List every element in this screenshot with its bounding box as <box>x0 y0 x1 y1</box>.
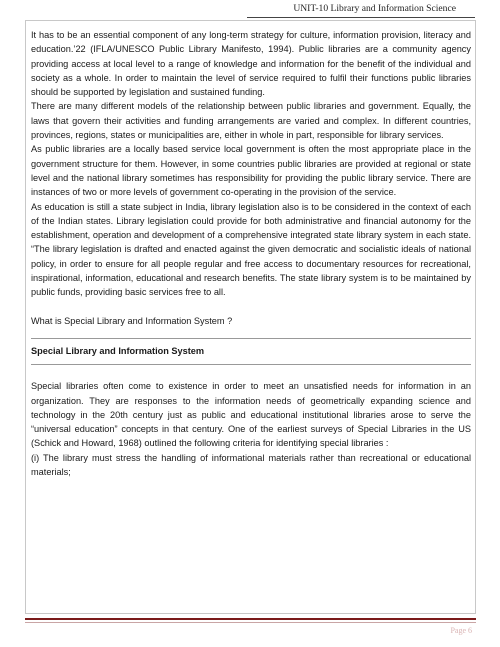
section-divider <box>31 338 471 339</box>
paragraph: (i) The library must stress the handling of informational materials rather than recreational or educational materials; <box>31 452 471 478</box>
page-content <box>31 28 471 479</box>
paragraph: It has to be an essential component of any long-term strategy for culture, information provision, literacy and education.’22 (IFLA/UNESCO Public Library Manifesto, 1994). Public libraries are a community agency providing access at local level to a range of knowledge and information for the benefit of the individual and society as a whole. In order to maintain the level of service required to fulfil their functions public libraries should be supported by legislation and sustained funding. <box>31 30 471 98</box>
paragraph: There are many different models of the relationship between public libraries and government. Equally, the laws that govern their activities and funding arrangements are varied and complex. In different countries, provinces, regions, states or municipalities are, either in whole in part, responsible for library services. <box>31 101 471 141</box>
footer-rule <box>25 618 476 620</box>
page-number: Page 6 <box>450 626 472 635</box>
section-heading: Special Library and Information System <box>31 345 205 356</box>
paragraph: Special libraries often come to existence in order to meet an unsatisfied needs for information in an organization. They are responses to the information needs of geometrically expanding science and technology in the 20th century just as public and educational institutional libraries arose to serve the “universal education” concepts in that century. One of the earliest surveys of Special Libraries in the US (Schick and Howard, 1968) outlined the following criteria for identifying special libraries : <box>31 381 471 449</box>
question-text: What is Special Library and Information System ? <box>31 315 233 326</box>
header-rule <box>247 17 475 18</box>
paragraph: As education is still a state subject in India, library legislation also is to be considered in the context of each of the Indian states. Library legislation could provide for both administrative and financial autonomy for the establishment, operation and development of a comprehensive integrated state library system in each state. “The library legislation is drafted and enacted against the given democratic and socialistic ideals of national policy, in order to ensure for all people regular and free access to documentary resources for recreational, inspirational, information, educational and research benefits. The state library system is to be maintained by public funds, providing basic services free to all. <box>31 201 471 298</box>
footer-rule-secondary <box>25 622 476 623</box>
paragraph: As public libraries are a locally based service local government is often the most appropriate place in the government structure for them. However, in some countries public libraries are provided at regional or state level and the national library sometimes has responsibility for providing the public library service. There are instances of two or more levels of government co-operating in the provision of the service. <box>31 144 471 198</box>
section-divider <box>31 364 471 365</box>
running-header: UNIT-10 Library and Information Science <box>293 3 456 14</box>
